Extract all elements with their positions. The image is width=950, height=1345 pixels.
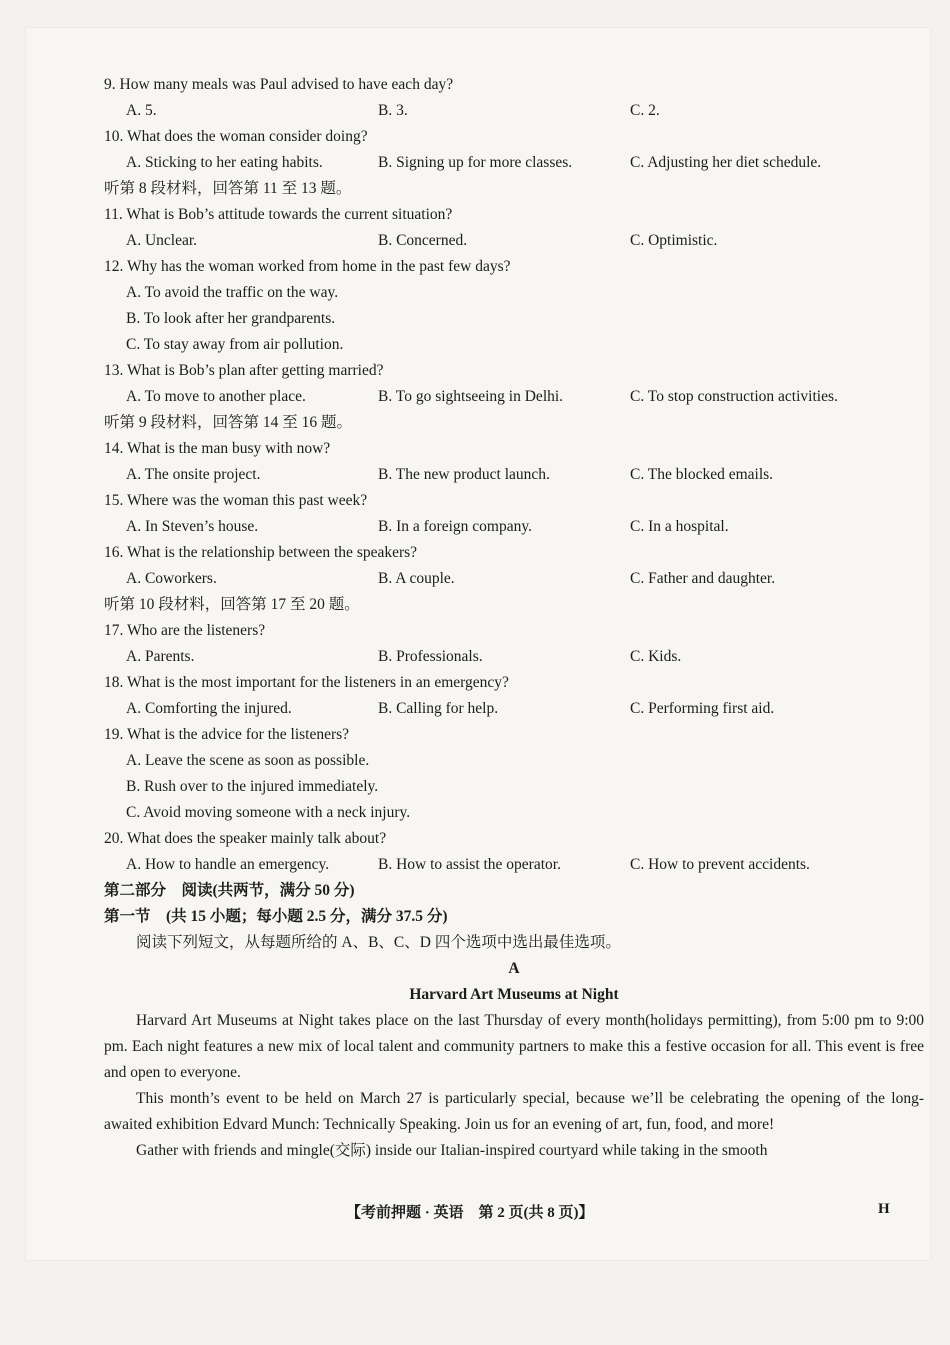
question-10-options bbox=[126, 150, 924, 176]
option-a: A. 5. bbox=[126, 102, 157, 119]
question-14: 14. What is the man busy with now? bbox=[104, 440, 331, 457]
question-9: 9. How many meals was Paul advised to have each day? bbox=[104, 76, 454, 93]
question-14-options bbox=[126, 462, 924, 488]
option-b: B. Professionals. bbox=[378, 648, 483, 665]
question-11: 11. What is Bob’s attitude towards the current situation? bbox=[104, 206, 453, 223]
option-a: A. Unclear. bbox=[126, 232, 198, 249]
passage-letter: A bbox=[508, 960, 520, 977]
question-17-options bbox=[126, 644, 924, 670]
option-a: A. The onsite project. bbox=[126, 466, 261, 483]
option-a: A. How to handle an emergency. bbox=[126, 856, 330, 873]
option-c: C. The blocked emails. bbox=[630, 466, 774, 483]
option-c: C. Avoid moving someone with a neck injury. bbox=[126, 804, 411, 821]
question-9-options bbox=[126, 98, 924, 124]
page-content bbox=[104, 72, 924, 1164]
reading-instruction: 阅读下列短文，从每题所给的 A、B、C、D 四个选项中选出最佳选项。 bbox=[136, 934, 621, 951]
option-b: B. How to assist the operator. bbox=[378, 856, 561, 873]
option-b: B. Rush over to the injured immediately. bbox=[126, 778, 379, 795]
question-18-options bbox=[126, 696, 924, 722]
option-a: A. Parents. bbox=[126, 648, 195, 665]
section-9-heading: 听第 9 段材料，回答第 14 至 16 题。 bbox=[104, 414, 353, 431]
question-18: 18. What is the most important for the listeners in an emergency? bbox=[104, 674, 509, 691]
option-b: B. Calling for help. bbox=[378, 700, 499, 717]
passage-paragraph-1: Harvard Art Museums at Night takes place on the last Thursday of every month(holidays permitting), from 5:00 pm to 9:00 pm. Each night features a new mix of local talent and community partners to make this a festive occasion for all. This event is free and open to everyone. bbox=[104, 1012, 924, 1081]
option-c: C. Optimistic. bbox=[630, 232, 718, 249]
option-a: A. To avoid the traffic on the way. bbox=[126, 284, 339, 301]
option-b: B. Concerned. bbox=[378, 232, 468, 249]
option-c: C. To stay away from air pollution. bbox=[126, 336, 344, 353]
option-a: A. Coworkers. bbox=[126, 570, 217, 587]
option-b: B. In a foreign company. bbox=[378, 518, 532, 535]
option-b: B. To look after her grandparents. bbox=[126, 310, 336, 327]
option-a: A. Leave the scene as soon as possible. bbox=[126, 752, 370, 769]
option-b: B. The new product launch. bbox=[378, 466, 550, 483]
option-c: C. In a hospital. bbox=[630, 518, 729, 535]
option-c: C. How to prevent accidents. bbox=[630, 856, 810, 873]
passage-paragraph-3: Gather with friends and mingle(交际) inside our Italian-inspired courtyard while taking in the smooth bbox=[136, 1142, 768, 1159]
question-15-options bbox=[126, 514, 924, 540]
section-8-heading: 听第 8 段材料，回答第 11 至 13 题。 bbox=[104, 180, 352, 197]
section-10-heading: 听第 10 段材料，回答第 17 至 20 题。 bbox=[104, 596, 360, 613]
question-16-options bbox=[126, 566, 924, 592]
option-b: B. 3. bbox=[378, 102, 408, 119]
option-c: C. Adjusting her diet schedule. bbox=[630, 154, 822, 171]
question-13-options bbox=[126, 384, 924, 410]
exam-page bbox=[26, 28, 930, 1260]
option-c: C. Performing first aid. bbox=[630, 700, 775, 717]
option-a: A. Comforting the injured. bbox=[126, 700, 292, 717]
question-12: 12. Why has the woman worked from home in the past few days? bbox=[104, 258, 511, 275]
question-13: 13. What is Bob’s plan after getting married? bbox=[104, 362, 384, 379]
section-1-heading: 第一节 (共 15 小题；每小题 2.5 分，满分 37.5 分) bbox=[104, 908, 448, 925]
footer-version-letter: H bbox=[878, 1201, 890, 1217]
question-20-options bbox=[126, 852, 924, 878]
part-2-heading: 第二部分 阅读(共两节，满分 50 分) bbox=[104, 882, 355, 899]
option-a: A. Sticking to her eating habits. bbox=[126, 154, 323, 171]
option-a: A. In Steven’s house. bbox=[126, 518, 259, 535]
question-16: 16. What is the relationship between the speakers? bbox=[104, 544, 418, 561]
option-c: C. To stop construction activities. bbox=[630, 388, 838, 405]
option-b: B. Signing up for more classes. bbox=[378, 154, 573, 171]
passage-title: Harvard Art Museums at Night bbox=[409, 986, 619, 1003]
question-19: 19. What is the advice for the listeners? bbox=[104, 726, 350, 743]
question-11-options bbox=[126, 228, 924, 254]
passage-paragraph-2: This month’s event to be held on March 27 is particularly special, because we’ll be celebrating the opening of the long-awaited exhibition Edvard Munch: Technically Speaking. Join us for an evening of art, fun, food, and more! bbox=[104, 1090, 924, 1133]
option-c: C. Kids. bbox=[630, 648, 682, 665]
option-c: C. 2. bbox=[630, 102, 660, 119]
question-10: 10. What does the woman consider doing? bbox=[104, 128, 368, 145]
option-b: B. To go sightseeing in Delhi. bbox=[378, 388, 564, 405]
question-15: 15. Where was the woman this past week? bbox=[104, 492, 368, 509]
question-20: 20. What does the speaker mainly talk about? bbox=[104, 830, 387, 847]
question-17: 17. Who are the listeners? bbox=[104, 622, 266, 639]
option-c: C. Father and daughter. bbox=[630, 570, 776, 587]
option-a: A. To move to another place. bbox=[126, 388, 306, 405]
option-b: B. A couple. bbox=[378, 570, 455, 587]
footer-page-info: 【考前押题 · 英语 第 2 页(共 8 页)】 bbox=[346, 1205, 594, 1221]
